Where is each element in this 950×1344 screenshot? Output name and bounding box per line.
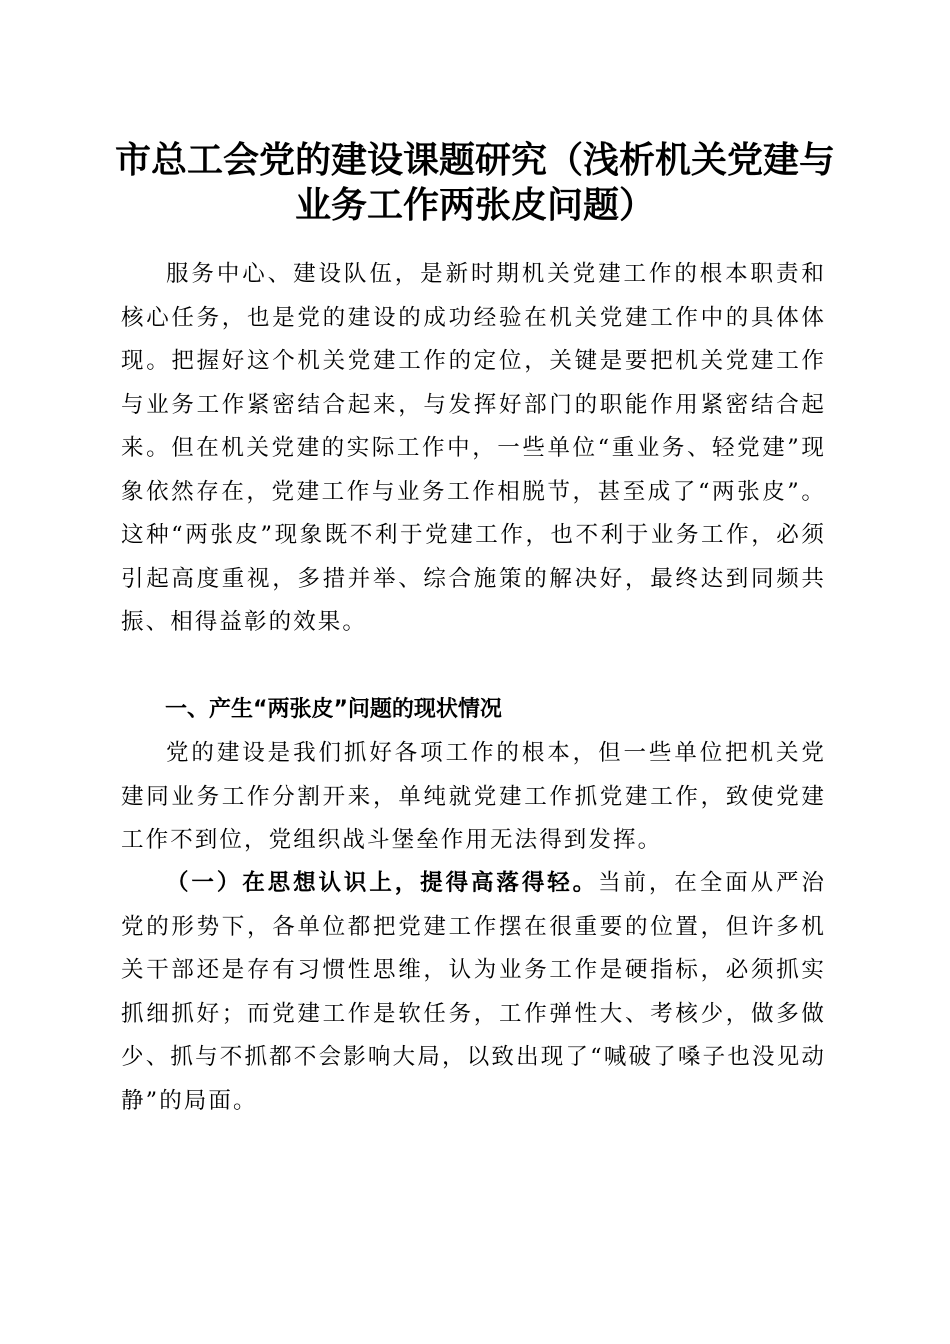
paragraph-subsection-1 — [121, 862, 826, 1123]
document-title-line-2: 业务工作两张皮问题） — [294, 184, 655, 226]
paragraph-section-1: 党的建设是我们抓好各项工作的根本，但一些单位把机关党建同业务工作分割开来，单纯就党建工作抓党建工作，致使党建工作不到位，党组织战斗堡垒作用无法得到发挥。 — [121, 740, 826, 853]
subsection-lead: （一）在思想认识上，提得高落得轻。 — [166, 870, 599, 896]
subsection-body: 当前，在全面从严治党的形势下，各单位都把党建工作摆在很重要的位置，但许多机关干部还是存有习惯性思维，认为业务工作是硬指标，必须抓实抓细抓好；而党建工作是软任务，工作弹性大、考核少，做多做少、抓与不抓都不会影响大局，以致出现了“喊破了嗓子也没见动静”的局面。 — [121, 870, 827, 1114]
paragraph-intro: 服务中心、建设队伍，是新时期机关党建工作的根本职责和核心任务，也是党的建设的成功经验在机关党建工作中的具体体现。把握好这个机关党建工作的定位，关键是要把机关党建工作与业务工作紧密结合起来，与发挥好部门的职能作用紧密结合起来。但在机关党建的实际工作中，一些单位“重业务、轻党建”现象依然存在，党建工作与业务工作相脱节，甚至成了“两张皮”。这种“两张皮”现象既不利于党建工作，也不利于业务工作，必须引起高度重视，多措并举、综合施策的解决好，最终达到同频共振、相得益彰的效果。 — [121, 261, 826, 635]
document-title-line-1: 市总工会党的建设课题研究（浅析机关党建与 — [114, 139, 835, 181]
section-heading-1: 一、产生“两张皮”问题的现状情况 — [165, 697, 502, 722]
